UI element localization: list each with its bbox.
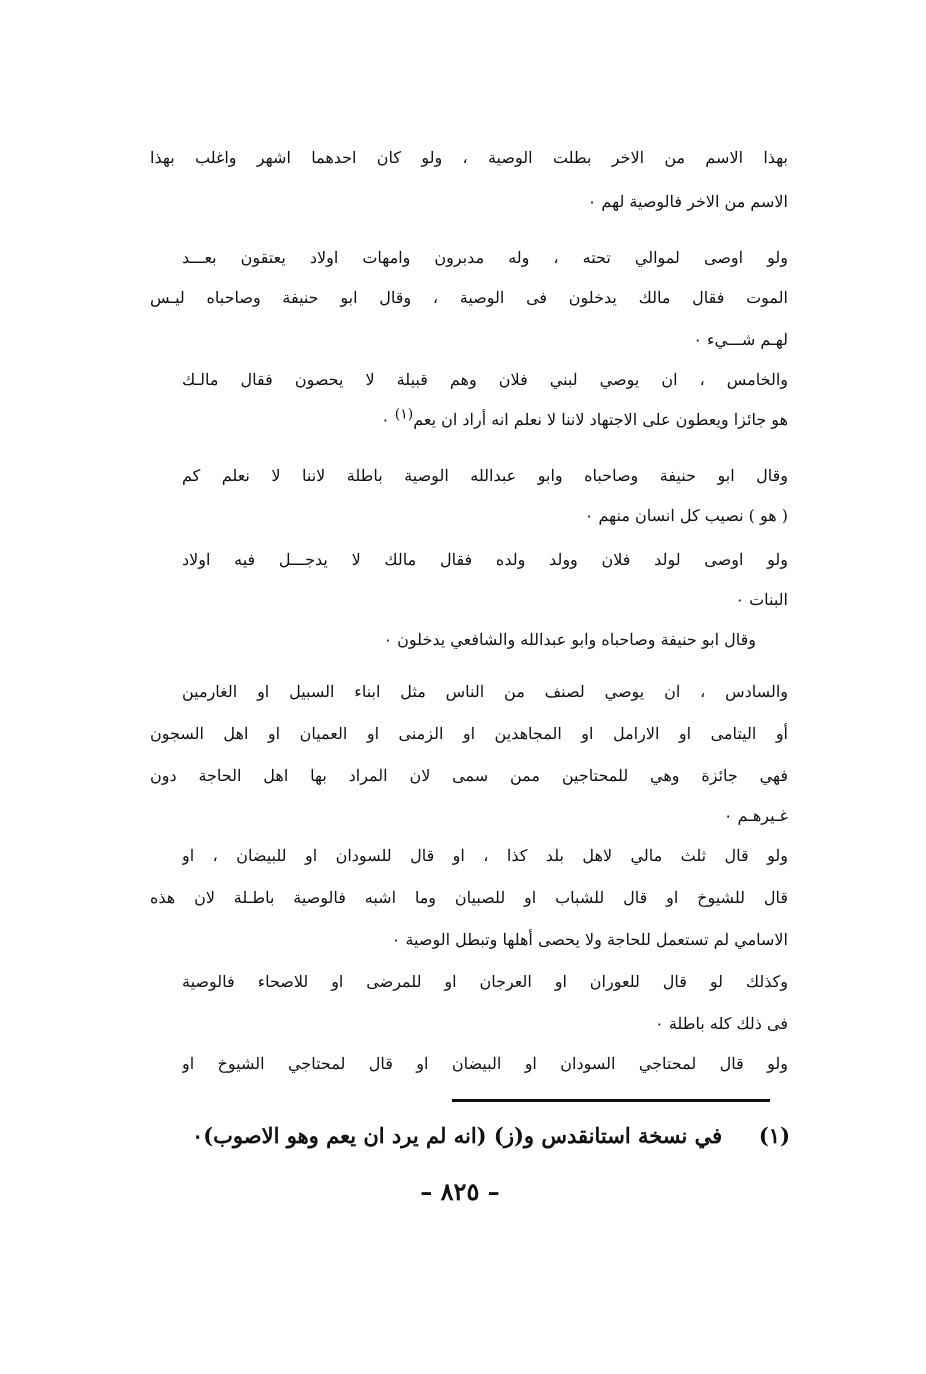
footnote-text: في نسخة استانقدس و(ز) (انه لم يرد ان يعم وهو الاصوب)٠ [191, 1123, 723, 1148]
text-line: ولو اوصى لولد فلان وولد ولده فقال مالك لا يدجـــل فيه اولاد [182, 550, 788, 569]
footnote-separator [452, 1099, 770, 1102]
text-fragment: ٠ [381, 410, 395, 429]
text-line: الموت فقال مالك يدخلون فى الوصية ، وقال ابو حنيفة وصاحباه ليـس [150, 288, 788, 307]
text-line-with-footnote [150, 400, 788, 440]
text-line: قال للشيوخ او قال للشباب او للصبيان وما اشبه فالوصية باطـلة لان هذه [150, 888, 788, 907]
text-line: ولو قال ثلث مالي لاهل بلد كذا ، او قال للسودان او للبيضان ، او [182, 846, 788, 865]
footnote-reference: (١) [394, 406, 414, 423]
text-line: الاسم من الاخر فالوصية لهم ٠ [587, 192, 788, 211]
text-line: ولو قال لمحتاجي السودان او البيضان او قال لمحتاجي الشيوخ او [182, 1054, 788, 1073]
footnote [191, 1118, 790, 1154]
text-line: والخامس ، ان يوصي لبني فلان وهم قبيلة لا يحصون فقال مالـك [182, 370, 788, 389]
text-line: والسادس ، ان يوصي لصنف من الناس مثل ابناء السبيل او الغارمين [182, 682, 788, 701]
text-line: لهـم شـــيء ٠ [693, 330, 788, 349]
text-line: البنات ٠ [735, 590, 788, 609]
text-line: الاسامي لم تستعمل للحاجة ولا يحصى أهلها وتبطل الوصية ٠ [391, 930, 788, 949]
text-line: أو اليتامى او الارامل او المجاهدين او الزمنى او العميان او اهل السجون [150, 724, 788, 743]
text-fragment: هو جائزا ويعطون على الاجتهاد لاننا لا نعلم انه أراد ان يعم [413, 410, 788, 429]
text-line: وكذلك لو قال للعوران او العرجان او للمرضى او للاصحاء فالوصية [182, 972, 788, 991]
footnote-marker: (١) [758, 1123, 790, 1148]
text-line: بهذا الاسم من الاخر بطلت الوصية ، ولو كان احدهما اشهر واغلب بهذا [150, 148, 788, 167]
text-line: ولو اوصى لموالي تحته ، وله مدبرون وامهات اولاد يعتقون بعـــد [182, 248, 788, 267]
text-line: فى ذلك كله باطلة ٠ [655, 1014, 788, 1033]
text-line: ( هو ) نصيب كل انسان منهم ٠ [584, 506, 788, 525]
text-line: غـيرهـم ٠ [723, 806, 788, 825]
page-number: – ٨٢٥ – [420, 1177, 500, 1206]
text-line: فهي جائزة وهي للمحتاجين ممن سمى لان المراد بها اهل الحاجة دون [150, 766, 788, 785]
text-line: وقال ابو حنيفة وصاحباه وابو عبدالله والشافعي يدخلون ٠ [383, 630, 756, 649]
text-line: وقال ابو حنيفة وصاحباه وابو عبدالله الوصية باطلة لاننا لا نعلم كم [182, 466, 788, 485]
